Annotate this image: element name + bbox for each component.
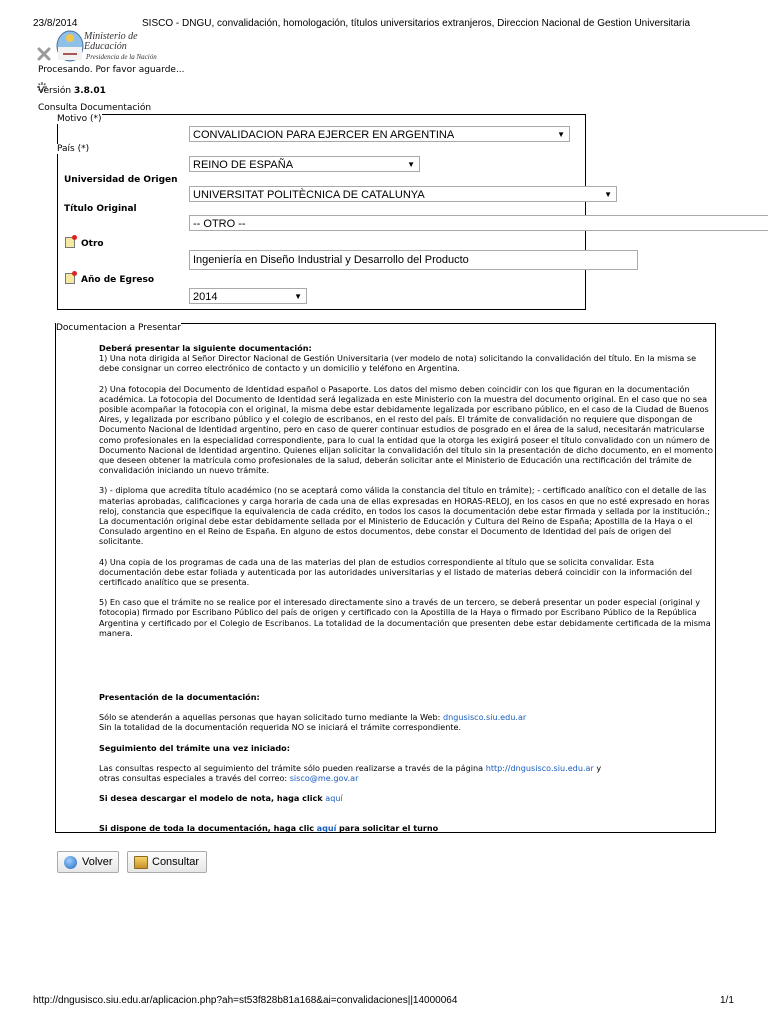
- followup-heading: Seguimiento del trámite una vez iniciado:: [99, 742, 290, 753]
- turno-link[interactable]: aquí: [316, 823, 337, 834]
- titulo-label: Título Original: [64, 204, 137, 214]
- section-title: Consulta Documentación: [38, 103, 152, 113]
- followup-link[interactable]: http://dngusisco.siu.edu.ar: [485, 762, 594, 773]
- download-text: Si desea descargar el modelo de nota, haga click: [99, 793, 323, 804]
- universidad-select[interactable]: [189, 186, 617, 202]
- doc-item-2: 2) Una fotocopia del Documento de Identidad español o Pasaporte. Los datos del mismo deben coincidir con los que figuran en la documentación académica. La fotocopia del Documento de Identidad será legalizada en este Ministerio con la muestra del documento original. En el caso que no sea posible acompañar la fotocopia con el original, la misma debe estar debidamente legalizada por escribano público, en el caso de la Ciudad de Buenos Aires, y legalizada por escribano público y el colegio de escribanos, en el resto del país. El trámite de convalidación no requiere que dispongan de Documento Nacional de Identidad argentino, pero en caso de querer continuar estudios de posgrado en el área de la salud, necesitarán matricularse como profesionales en la especialidad correspondiente, para lo cual la entidad que la otorga les exigirá poseer el título convalidado con un número de Documento Nacional de Identidad argentino. Quienes elijan solicitar la convalidación del título sin la presentación de dicho documento, en el momento que deseen obtener la matrícula como profesionales de la salud, deberán solicitar ante el Ministerio de Educación una rectificación del trámite de convalidación iniciando un nuevo trámite.: [99, 383, 713, 476]
- close-icon[interactable]: [36, 46, 52, 62]
- chevron-down-icon: ▼: [604, 190, 612, 199]
- presentation-link[interactable]: dngusisco.siu.edu.ar: [442, 712, 527, 723]
- documentation-content: [99, 343, 714, 638]
- back-button-label: Volver: [82, 856, 113, 868]
- ministry-logo: [84, 32, 157, 62]
- pais-select[interactable]: [189, 156, 420, 172]
- documentation-legend: Documentacion a Presentar: [56, 323, 182, 333]
- logo-line1: Ministerio de: [84, 31, 138, 42]
- processing-message: Procesando. Por favor aguarde...: [38, 65, 185, 75]
- motivo-select[interactable]: [189, 126, 570, 142]
- titulo-select[interactable]: [189, 215, 768, 231]
- back-arrow-icon: [64, 856, 77, 869]
- version-label: Versión: [38, 86, 72, 96]
- doc-heading: Deberá presentar la siguiente documentación:: [99, 343, 312, 353]
- chevron-down-icon: ▼: [557, 130, 565, 139]
- doc-item-5: 5) En caso que el trámite no se realice por el interesado directamente sino a través de un tercero, se deberá presentar un poder especial (original y fotocopia) firmado por Escribano Público del país de origen y certificado con la Apostilla de la Haya o firmado por Escribano Público de la República Argentina y certificado por el Colegio de Escribanos. La totalidad de la documentación que presenten debe estar debidamente certificada de la misma manera.: [99, 597, 711, 638]
- presentation-text: Sólo se atenderán a aquellas personas que hayan solicitado turno mediante la Web:: [99, 712, 441, 723]
- anio-value: 2014: [193, 291, 218, 303]
- doc-item-1: 1) Una nota dirigida al Señor Director Nacional de Gestión Universitaria (ver modelo de nota) solicitando la convalidación del título. En la misma se debe consignar un correo electrónico de contacto y un domicilio y teléfono en Argentina.: [99, 353, 697, 374]
- doc-item-3: 3) - diploma que acredita título académico (no se aceptará como válida la constancia del título en trámite); - certificado analítico con el detalle de las materias aprobadas, calificaciones y carga horaria de cada una de ellas expresadas en HORAS-RELOJ, en los casos en que no esté expresado en horas reloj, constancia que especifique la equivalencia de cada crédito, en todos los casos la documentación debe estar firmada y sellada por la institución.; La documentación original debe estar debidamente sellada por el Ministerio de Educación y Cultura del Reino de España; Apostilla de la Haya o el Consulado argentino en el Reino de España. En alguno de estos documentos, debe constar el Documento de Identidad del país de origen del solicitante.: [99, 485, 711, 547]
- followup-tail: y: [596, 762, 602, 773]
- print-page-number: 1/1: [720, 995, 734, 1006]
- otro-input[interactable]: Ingeniería en Diseño Industrial y Desarrollo del Producto: [189, 250, 638, 270]
- anio-select[interactable]: [189, 288, 307, 304]
- turno-text: Si dispone de toda la documentación, haga clic: [99, 823, 315, 834]
- motivo-label: Motivo (*): [57, 114, 102, 124]
- edit-icon: [65, 237, 75, 248]
- back-button[interactable]: [57, 851, 119, 873]
- pais-label: País (*): [57, 144, 90, 154]
- presentation-section: [99, 692, 714, 834]
- print-url: http://dngusisco.siu.edu.ar/aplicacion.php?ah=st53f828b81a168&ai=convalidaciones||14000064: [33, 995, 458, 1006]
- version-value: 3.8.01: [73, 86, 106, 96]
- followup-text: Las consultas respecto al seguimiento del trámite sólo pueden realizarse a través de la página: [99, 762, 484, 773]
- presentation-text-2: Sin la totalidad de la documentación requerida NO se iniciará el trámite correspondiente.: [99, 722, 462, 733]
- print-date: 23/8/2014: [33, 18, 78, 29]
- version-info: [38, 86, 106, 96]
- logo-line3: Presidencia de la Nación: [86, 53, 157, 61]
- print-title: SISCO - DNGU, convalidación, homologación, títulos universitarios extranjeros, Direccion Nacional de Gestion Universitaria: [142, 18, 691, 29]
- followup-text-2: otras consultas especiales a través del correo:: [99, 773, 288, 784]
- universidad-label: Universidad de Origen: [64, 175, 178, 185]
- chevron-down-icon: ▼: [294, 292, 302, 301]
- doc-item-4: 4) Una copia de los programas de cada una de las materias del plan de estudios correspondiente al título que se solicita convalidar. Esta documentación debe estar foliada y autenticada por las autoridades universitarias y el listado de materias deberá coincidir con la información del certificado analítico que se presenta.: [99, 556, 693, 588]
- consult-button-label: Consultar: [152, 856, 200, 868]
- consult-button[interactable]: [127, 851, 207, 873]
- universidad-value: UNIVERSITAT POLITÈCNICA DE CATALUNYA: [193, 189, 425, 201]
- folder-icon: [134, 856, 148, 869]
- download-model-link[interactable]: aquí: [325, 793, 343, 804]
- chevron-down-icon: ▼: [407, 160, 415, 169]
- logo-line2: Educación: [84, 41, 127, 52]
- turno-text-2: para solicitar el turno: [339, 823, 439, 834]
- anio-label: Año de Egreso: [81, 275, 155, 285]
- otro-label: Otro: [81, 239, 104, 249]
- motivo-value: CONVALIDACION PARA EJERCER EN ARGENTINA: [193, 129, 455, 141]
- coat-of-arms-icon: [55, 30, 85, 62]
- followup-email-link[interactable]: sisco@me.gov.ar: [289, 773, 359, 784]
- presentation-heading: Presentación de la documentación:: [99, 692, 260, 702]
- pais-value: REINO DE ESPAÑA: [193, 159, 294, 171]
- edit-icon: [65, 273, 75, 284]
- titulo-value: -- OTRO --: [193, 218, 246, 230]
